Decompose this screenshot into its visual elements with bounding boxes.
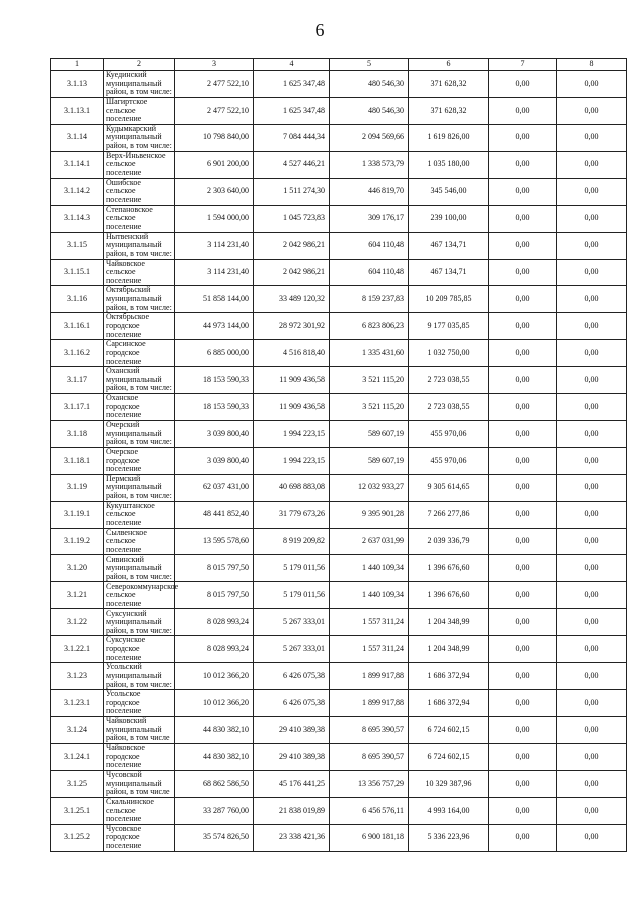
value-col-7: 0,00 xyxy=(489,420,557,447)
value-col-5: 8 695 390,57 xyxy=(330,717,409,744)
value-col-4: 4 516 818,40 xyxy=(254,340,330,367)
value-col-5: 480 546,30 xyxy=(330,71,409,98)
value-col-3: 10 012 366,20 xyxy=(175,690,254,717)
municipality-name: Пермский муниципальный район, в том числе: xyxy=(104,474,175,501)
value-col-5: 1 557 311,24 xyxy=(330,609,409,636)
value-col-6: 6 724 602,15 xyxy=(409,744,489,771)
value-col-3: 8 015 797,50 xyxy=(175,555,254,582)
value-col-8: 0,00 xyxy=(557,394,627,421)
value-col-3: 10 012 366,20 xyxy=(175,663,254,690)
value-col-8: 0,00 xyxy=(557,340,627,367)
table-row xyxy=(51,663,627,690)
value-col-6: 2 723 038,55 xyxy=(409,367,489,394)
value-col-3: 8 028 993,24 xyxy=(175,609,254,636)
table-row xyxy=(51,797,627,824)
municipality-name: Сивинский муниципальный район, в том числе: xyxy=(104,555,175,582)
value-col-4: 1 994 223,15 xyxy=(254,447,330,474)
row-code: 3.1.15 xyxy=(51,232,104,259)
col-header-6: 6 xyxy=(409,59,489,71)
value-col-5: 446 819,70 xyxy=(330,178,409,205)
value-col-4: 8 919 209,82 xyxy=(254,528,330,555)
row-code: 3.1.22 xyxy=(51,609,104,636)
municipality-name: Чайковский муниципальный район, в том числе xyxy=(104,717,175,744)
row-code: 3.1.13 xyxy=(51,71,104,98)
value-col-5: 604 110,48 xyxy=(330,259,409,286)
value-col-6: 1 032 750,00 xyxy=(409,340,489,367)
value-col-3: 2 477 522,10 xyxy=(175,98,254,125)
municipality-name: Усольский муниципальный район, в том числе: xyxy=(104,663,175,690)
value-col-7: 0,00 xyxy=(489,690,557,717)
value-col-5: 1 899 917,88 xyxy=(330,690,409,717)
value-col-7: 0,00 xyxy=(489,151,557,178)
row-code: 3.1.25.2 xyxy=(51,824,104,851)
table-row xyxy=(51,582,627,609)
value-col-7: 0,00 xyxy=(489,98,557,125)
municipality-name: Чусовской муниципальный район, в том числе xyxy=(104,770,175,797)
table-row xyxy=(51,501,627,528)
value-col-5: 3 521 115,20 xyxy=(330,367,409,394)
value-col-3: 51 858 144,00 xyxy=(175,286,254,313)
municipality-name: Кудымкарский муниципальный район, в том числе: xyxy=(104,124,175,151)
value-col-7: 0,00 xyxy=(489,609,557,636)
row-code: 3.1.17 xyxy=(51,367,104,394)
value-col-4: 1 511 274,30 xyxy=(254,178,330,205)
municipality-name: Кукуштанское сельское поселение xyxy=(104,501,175,528)
value-col-5: 6 823 806,23 xyxy=(330,313,409,340)
row-code: 3.1.13.1 xyxy=(51,98,104,125)
table-row xyxy=(51,744,627,771)
value-col-8: 0,00 xyxy=(557,797,627,824)
row-code: 3.1.22.1 xyxy=(51,636,104,663)
value-col-4: 5 267 333,01 xyxy=(254,636,330,663)
municipality-name: Нытвенский муниципальный район, в том числе: xyxy=(104,232,175,259)
value-col-8: 0,00 xyxy=(557,259,627,286)
value-col-4: 1 625 347,48 xyxy=(254,71,330,98)
row-code: 3.1.20 xyxy=(51,555,104,582)
value-col-4: 6 426 075,38 xyxy=(254,690,330,717)
value-col-7: 0,00 xyxy=(489,528,557,555)
row-code: 3.1.23 xyxy=(51,663,104,690)
municipality-name: Очерский муниципальный район, в том числе: xyxy=(104,420,175,447)
value-col-7: 0,00 xyxy=(489,770,557,797)
value-col-7: 0,00 xyxy=(489,474,557,501)
table-row xyxy=(51,420,627,447)
value-col-4: 1 045 723,83 xyxy=(254,205,330,232)
header-row xyxy=(51,59,627,71)
value-col-4: 5 179 011,56 xyxy=(254,555,330,582)
value-col-8: 0,00 xyxy=(557,717,627,744)
municipality-name: Сылвенское сельское поселение xyxy=(104,528,175,555)
value-col-5: 604 110,48 xyxy=(330,232,409,259)
value-col-7: 0,00 xyxy=(489,744,557,771)
value-col-6: 7 266 277,86 xyxy=(409,501,489,528)
value-col-4: 5 179 011,56 xyxy=(254,582,330,609)
value-col-8: 0,00 xyxy=(557,690,627,717)
row-code: 3.1.17.1 xyxy=(51,394,104,421)
value-col-3: 8 015 797,50 xyxy=(175,582,254,609)
table-row xyxy=(51,313,627,340)
value-col-5: 480 546,30 xyxy=(330,98,409,125)
municipality-name: Очерское городское поселение xyxy=(104,447,175,474)
value-col-4: 29 410 389,38 xyxy=(254,717,330,744)
value-col-6: 6 724 602,15 xyxy=(409,717,489,744)
value-col-6: 2 723 038,55 xyxy=(409,394,489,421)
value-col-3: 35 574 826,50 xyxy=(175,824,254,851)
value-col-6: 467 134,71 xyxy=(409,259,489,286)
value-col-5: 589 607,19 xyxy=(330,447,409,474)
value-col-3: 62 037 431,00 xyxy=(175,474,254,501)
value-col-3: 13 595 578,60 xyxy=(175,528,254,555)
value-col-6: 455 970,06 xyxy=(409,420,489,447)
value-col-4: 28 972 301,92 xyxy=(254,313,330,340)
value-col-7: 0,00 xyxy=(489,447,557,474)
value-col-5: 8 159 237,83 xyxy=(330,286,409,313)
col-header-8: 8 xyxy=(557,59,627,71)
value-col-4: 21 838 019,89 xyxy=(254,797,330,824)
value-col-7: 0,00 xyxy=(489,313,557,340)
value-col-6: 10 329 387,96 xyxy=(409,770,489,797)
value-col-7: 0,00 xyxy=(489,232,557,259)
value-col-4: 6 426 075,38 xyxy=(254,663,330,690)
value-col-8: 0,00 xyxy=(557,609,627,636)
value-col-8: 0,00 xyxy=(557,555,627,582)
value-col-4: 7 084 444,34 xyxy=(254,124,330,151)
row-code: 3.1.23.1 xyxy=(51,690,104,717)
value-col-3: 2 303 640,00 xyxy=(175,178,254,205)
value-col-7: 0,00 xyxy=(489,286,557,313)
value-col-7: 0,00 xyxy=(489,663,557,690)
table-row xyxy=(51,71,627,98)
table-row xyxy=(51,394,627,421)
value-col-6: 4 993 164,00 xyxy=(409,797,489,824)
row-code: 3.1.24 xyxy=(51,717,104,744)
value-col-6: 9 305 614,65 xyxy=(409,474,489,501)
value-col-7: 0,00 xyxy=(489,340,557,367)
table-row xyxy=(51,690,627,717)
col-header-7: 7 xyxy=(489,59,557,71)
table-row xyxy=(51,555,627,582)
row-code: 3.1.16.2 xyxy=(51,340,104,367)
value-col-8: 0,00 xyxy=(557,474,627,501)
row-code: 3.1.24.1 xyxy=(51,744,104,771)
value-col-3: 68 862 586,50 xyxy=(175,770,254,797)
value-col-7: 0,00 xyxy=(489,259,557,286)
table-row xyxy=(51,124,627,151)
municipality-name: Суксунский муниципальный район, в том числе: xyxy=(104,609,175,636)
table-row xyxy=(51,98,627,125)
value-col-8: 0,00 xyxy=(557,636,627,663)
page-number: 6 xyxy=(315,20,325,40)
value-col-8: 0,00 xyxy=(557,420,627,447)
value-col-7: 0,00 xyxy=(489,71,557,98)
value-col-7: 0,00 xyxy=(489,582,557,609)
value-col-5: 12 032 933,27 xyxy=(330,474,409,501)
table-row xyxy=(51,205,627,232)
value-col-5: 6 900 181,18 xyxy=(330,824,409,851)
value-col-6: 239 100,00 xyxy=(409,205,489,232)
value-col-8: 0,00 xyxy=(557,501,627,528)
value-col-8: 0,00 xyxy=(557,770,627,797)
municipality-name: Шагиртское сельское поселение xyxy=(104,98,175,125)
row-code: 3.1.14.3 xyxy=(51,205,104,232)
value-col-5: 8 695 390,57 xyxy=(330,744,409,771)
table-row xyxy=(51,259,627,286)
municipality-name: Северокоммунарское сельское поселение xyxy=(104,582,175,609)
value-col-4: 33 489 120,32 xyxy=(254,286,330,313)
table-row xyxy=(51,636,627,663)
value-col-8: 0,00 xyxy=(557,367,627,394)
row-code: 3.1.18.1 xyxy=(51,447,104,474)
municipality-name: Чусовское городское поселение xyxy=(104,824,175,851)
row-code: 3.1.21 xyxy=(51,582,104,609)
col-header-2: 2 xyxy=(104,59,175,71)
row-code: 3.1.16 xyxy=(51,286,104,313)
value-col-3: 3 114 231,40 xyxy=(175,259,254,286)
table-row xyxy=(51,447,627,474)
value-col-6: 1 396 676,60 xyxy=(409,555,489,582)
value-col-5: 309 176,17 xyxy=(330,205,409,232)
row-code: 3.1.19 xyxy=(51,474,104,501)
municipality-name: Ошибское сельское поселение xyxy=(104,178,175,205)
municipality-name: Чайковское городское поселение xyxy=(104,744,175,771)
value-col-8: 0,00 xyxy=(557,205,627,232)
municipality-name: Куединский муниципальный район, в том числе: xyxy=(104,71,175,98)
value-col-3: 3 039 800,40 xyxy=(175,420,254,447)
municipality-name: Степановское сельское поселение xyxy=(104,205,175,232)
row-code: 3.1.14.1 xyxy=(51,151,104,178)
value-col-6: 371 628,32 xyxy=(409,98,489,125)
row-code: 3.1.18 xyxy=(51,420,104,447)
value-col-4: 2 042 986,21 xyxy=(254,232,330,259)
value-col-3: 1 594 000,00 xyxy=(175,205,254,232)
table-row xyxy=(51,824,627,851)
value-col-6: 1 396 676,60 xyxy=(409,582,489,609)
value-col-4: 29 410 389,38 xyxy=(254,744,330,771)
row-code: 3.1.14 xyxy=(51,124,104,151)
value-col-7: 0,00 xyxy=(489,824,557,851)
value-col-3: 6 885 000,00 xyxy=(175,340,254,367)
col-header-5: 5 xyxy=(330,59,409,71)
municipality-name: Оханский муниципальный район, в том числе: xyxy=(104,367,175,394)
value-col-5: 13 356 757,29 xyxy=(330,770,409,797)
row-code: 3.1.15.1 xyxy=(51,259,104,286)
value-col-8: 0,00 xyxy=(557,178,627,205)
municipality-name: Сарсинское городское поселение xyxy=(104,340,175,367)
row-code: 3.1.16.1 xyxy=(51,313,104,340)
value-col-6: 371 628,32 xyxy=(409,71,489,98)
value-col-7: 0,00 xyxy=(489,717,557,744)
value-col-5: 2 094 569,66 xyxy=(330,124,409,151)
value-col-5: 1 338 573,79 xyxy=(330,151,409,178)
budget-table xyxy=(50,58,627,852)
value-col-8: 0,00 xyxy=(557,232,627,259)
value-col-7: 0,00 xyxy=(489,555,557,582)
value-col-8: 0,00 xyxy=(557,447,627,474)
col-header-4: 4 xyxy=(254,59,330,71)
value-col-5: 1 440 109,34 xyxy=(330,555,409,582)
value-col-4: 1 994 223,15 xyxy=(254,420,330,447)
value-col-6: 1 686 372,94 xyxy=(409,663,489,690)
value-col-3: 3 114 231,40 xyxy=(175,232,254,259)
value-col-4: 5 267 333,01 xyxy=(254,609,330,636)
value-col-6: 5 336 223,96 xyxy=(409,824,489,851)
value-col-6: 1 204 348,99 xyxy=(409,609,489,636)
municipality-name: Оханское городское поселение xyxy=(104,394,175,421)
value-col-5: 1 557 311,24 xyxy=(330,636,409,663)
value-col-8: 0,00 xyxy=(557,744,627,771)
value-col-7: 0,00 xyxy=(489,797,557,824)
value-col-4: 31 779 673,26 xyxy=(254,501,330,528)
row-code: 3.1.19.2 xyxy=(51,528,104,555)
value-col-6: 1 035 180,00 xyxy=(409,151,489,178)
value-col-3: 3 039 800,40 xyxy=(175,447,254,474)
value-col-6: 9 177 035,85 xyxy=(409,313,489,340)
value-col-3: 18 153 590,33 xyxy=(175,394,254,421)
municipality-name: Усольское городское поселение xyxy=(104,690,175,717)
value-col-7: 0,00 xyxy=(489,124,557,151)
value-col-6: 1 619 826,00 xyxy=(409,124,489,151)
value-col-4: 2 042 986,21 xyxy=(254,259,330,286)
value-col-7: 0,00 xyxy=(489,367,557,394)
table-row xyxy=(51,528,627,555)
value-col-4: 4 527 446,21 xyxy=(254,151,330,178)
row-code: 3.1.14.2 xyxy=(51,178,104,205)
table-body xyxy=(51,71,627,852)
value-col-8: 0,00 xyxy=(557,286,627,313)
value-col-3: 44 830 382,10 xyxy=(175,717,254,744)
value-col-8: 0,00 xyxy=(557,313,627,340)
municipality-name: Октябрьское городское поселение xyxy=(104,313,175,340)
table-row xyxy=(51,367,627,394)
value-col-7: 0,00 xyxy=(489,636,557,663)
value-col-5: 9 395 901,28 xyxy=(330,501,409,528)
value-col-5: 2 637 031,99 xyxy=(330,528,409,555)
municipality-name: Скальнинское сельское поселение xyxy=(104,797,175,824)
value-col-3: 10 798 840,00 xyxy=(175,124,254,151)
table-row xyxy=(51,286,627,313)
table-row xyxy=(51,770,627,797)
value-col-5: 589 607,19 xyxy=(330,420,409,447)
value-col-8: 0,00 xyxy=(557,124,627,151)
value-col-6: 1 204 348,99 xyxy=(409,636,489,663)
value-col-8: 0,00 xyxy=(557,98,627,125)
value-col-8: 0,00 xyxy=(557,151,627,178)
value-col-6: 467 134,71 xyxy=(409,232,489,259)
value-col-5: 3 521 115,20 xyxy=(330,394,409,421)
col-header-1: 1 xyxy=(51,59,104,71)
value-col-4: 11 909 436,58 xyxy=(254,394,330,421)
value-col-3: 6 901 200,00 xyxy=(175,151,254,178)
row-code: 3.1.25.1 xyxy=(51,797,104,824)
table-row xyxy=(51,151,627,178)
value-col-7: 0,00 xyxy=(489,205,557,232)
value-col-5: 6 456 576,11 xyxy=(330,797,409,824)
value-col-3: 33 287 760,00 xyxy=(175,797,254,824)
value-col-7: 0,00 xyxy=(489,178,557,205)
value-col-4: 11 909 436,58 xyxy=(254,367,330,394)
value-col-8: 0,00 xyxy=(557,528,627,555)
table-row xyxy=(51,340,627,367)
value-col-3: 48 441 852,40 xyxy=(175,501,254,528)
municipality-name: Суксунское городское поселение xyxy=(104,636,175,663)
value-col-8: 0,00 xyxy=(557,824,627,851)
table-row xyxy=(51,178,627,205)
value-col-4: 40 698 883,08 xyxy=(254,474,330,501)
value-col-7: 0,00 xyxy=(489,501,557,528)
value-col-3: 44 973 144,00 xyxy=(175,313,254,340)
value-col-8: 0,00 xyxy=(557,663,627,690)
value-col-6: 2 039 336,79 xyxy=(409,528,489,555)
value-col-8: 0,00 xyxy=(557,582,627,609)
value-col-3: 2 477 522,10 xyxy=(175,71,254,98)
municipality-name: Верх-Иньвенское сельское поселение xyxy=(104,151,175,178)
table-row xyxy=(51,717,627,744)
value-col-6: 455 970,06 xyxy=(409,447,489,474)
row-code: 3.1.25 xyxy=(51,770,104,797)
value-col-5: 1 335 431,60 xyxy=(330,340,409,367)
value-col-4: 23 338 421,36 xyxy=(254,824,330,851)
value-col-5: 1 899 917,88 xyxy=(330,663,409,690)
value-col-8: 0,00 xyxy=(557,71,627,98)
value-col-3: 18 153 590,33 xyxy=(175,367,254,394)
col-header-3: 3 xyxy=(175,59,254,71)
value-col-4: 1 625 347,48 xyxy=(254,98,330,125)
table-row xyxy=(51,474,627,501)
municipality-name: Чайковское сельское поселение xyxy=(104,259,175,286)
value-col-3: 44 830 382,10 xyxy=(175,744,254,771)
value-col-6: 10 209 785,85 xyxy=(409,286,489,313)
row-code: 3.1.19.1 xyxy=(51,501,104,528)
table-row xyxy=(51,232,627,259)
value-col-3: 8 028 993,24 xyxy=(175,636,254,663)
value-col-4: 45 176 441,25 xyxy=(254,770,330,797)
value-col-7: 0,00 xyxy=(489,394,557,421)
municipality-name: Октябрьский муниципальный район, в том числе: xyxy=(104,286,175,313)
value-col-5: 1 440 109,34 xyxy=(330,582,409,609)
value-col-6: 1 686 372,94 xyxy=(409,690,489,717)
table-row xyxy=(51,609,627,636)
value-col-6: 345 546,00 xyxy=(409,178,489,205)
